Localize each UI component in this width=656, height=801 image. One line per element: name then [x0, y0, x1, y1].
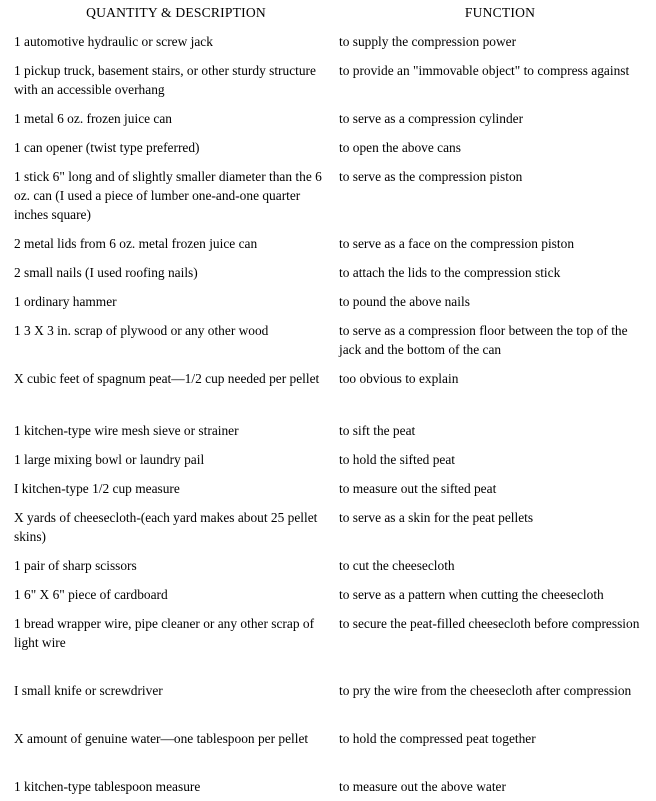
function-cell: to hold the compressed peat together	[339, 731, 536, 746]
quantity-cell: 1 kitchen-type tablespoon measure	[14, 779, 201, 794]
function-cell: to serve as a face on the compression piston	[339, 236, 575, 251]
function-cell: to measure out the sifted peat	[339, 481, 497, 496]
quantity-cell: 1 stick 6" long and of slightly smaller diameter than the 6 oz. can (I used a piece of lumber one-and-one quarter inches square)	[14, 169, 322, 222]
function-cell: to serve as a compression floor between the top of the jack and the bottom of the can	[339, 323, 628, 357]
quantity-cell: 1 pair of sharp scissors	[14, 558, 137, 573]
function-cell: to sift the peat	[339, 423, 416, 438]
quantity-cell: 2 small nails (I used roofing nails)	[14, 265, 198, 280]
function-cell: to secure the peat-filled cheesecloth before compression	[339, 616, 640, 631]
function-cell: to serve as a compression cylinder	[339, 111, 524, 126]
function-cell: to serve as a skin for the peat pellets	[339, 510, 534, 525]
quantity-cell: I small knife or screwdriver	[14, 683, 163, 698]
quantity-cell: 1 3 X 3 in. scrap of plywood or any other wood	[14, 323, 269, 338]
quantity-cell: 1 bread wrapper wire, pipe cleaner or any other scrap of light wire	[14, 616, 315, 650]
quantity-cell: 1 6" X 6" piece of cardboard	[14, 587, 168, 602]
header-quantity-description: QUANTITY & DESCRIPTION	[86, 5, 266, 20]
quantity-cell: 2 metal lids from 6 oz. metal frozen juice can	[14, 236, 258, 251]
function-cell: to open the above cans	[339, 140, 461, 155]
quantity-cell: 1 metal 6 oz. frozen juice can	[14, 111, 173, 126]
function-cell: to attach the lids to the compression stick	[339, 265, 561, 280]
function-cell: to serve as the compression piston	[339, 169, 523, 184]
function-cell: to hold the sifted peat	[339, 452, 456, 467]
function-cell: to supply the compression power	[339, 34, 517, 49]
quantity-cell: 1 can opener (twist type preferred)	[14, 140, 200, 155]
quantity-cell: 1 automotive hydraulic or screw jack	[14, 34, 213, 49]
function-cell: to pound the above nails	[339, 294, 470, 309]
function-cell: to measure out the above water	[339, 779, 506, 794]
quantity-cell: X yards of cheesecloth-(each yard makes about 25 pellet skins)	[14, 510, 318, 544]
quantity-cell: X amount of genuine water—one tablespoon per pellet	[14, 731, 309, 746]
quantity-cell: I kitchen-type 1/2 cup measure	[14, 481, 180, 496]
quantity-cell: 1 kitchen-type wire mesh sieve or strainer	[14, 423, 239, 438]
quantity-cell: 1 large mixing bowl or laundry pail	[14, 452, 205, 467]
table-header	[0, 3, 656, 23]
function-cell: to cut the cheesecloth	[339, 558, 455, 573]
function-cell: to pry the wire from the cheesecloth after compression	[339, 683, 632, 698]
quantity-cell: 1 pickup truck, basement stairs, or other sturdy structure with an accessible overhang	[14, 63, 316, 97]
header-function: FUNCTION	[464, 5, 536, 20]
function-cell: too obvious to explain	[339, 371, 459, 386]
quantity-cell: 1 ordinary hammer	[14, 294, 117, 309]
function-cell: to serve as a pattern when cutting the cheesecloth	[339, 587, 604, 602]
quantity-cell: X cubic feet of spagnum peat—1/2 cup needed per pellet	[14, 371, 320, 386]
function-cell: to provide an "immovable object" to compress against	[339, 63, 630, 78]
